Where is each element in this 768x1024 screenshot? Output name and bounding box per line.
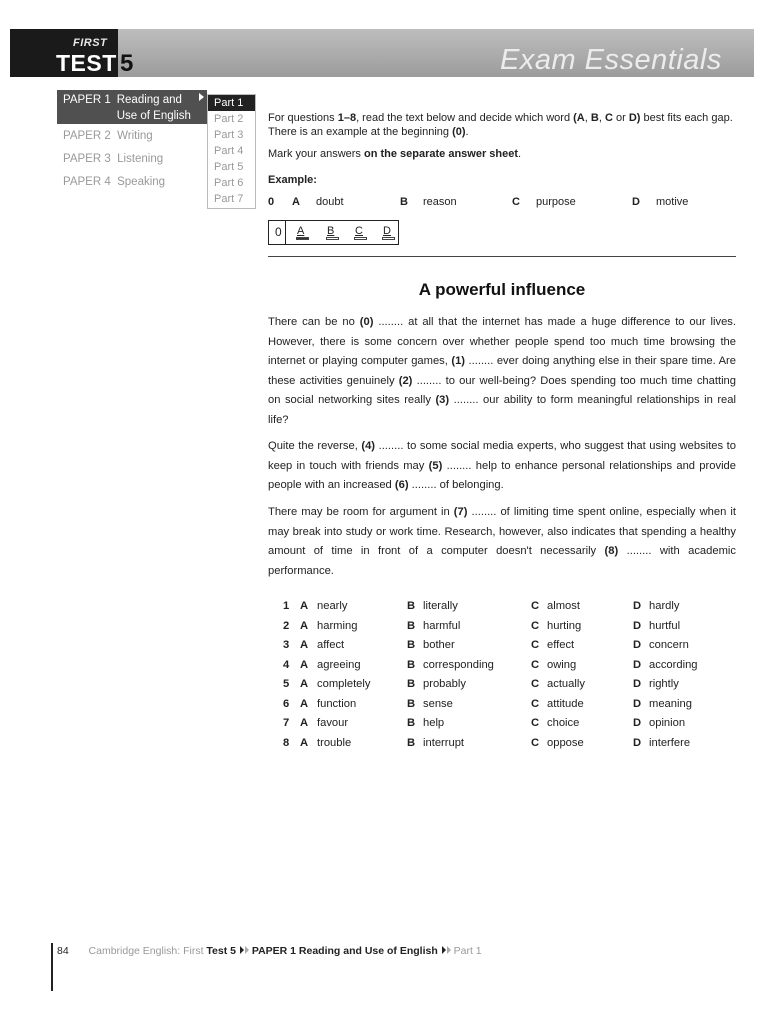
option-letter-d: D	[633, 736, 642, 749]
option-a: agreeing	[317, 658, 361, 671]
part-7[interactable]: Part 7	[214, 193, 244, 205]
footer	[57, 945, 482, 957]
question-number: 2	[283, 619, 290, 632]
nav-paper1-line2: Use of English	[116, 110, 191, 122]
option-letter-a: A	[300, 736, 309, 749]
option-c: almost	[547, 600, 580, 612]
answer-instruction	[268, 148, 521, 160]
answer-box-letter-c: C	[355, 225, 363, 237]
option-a: trouble	[317, 736, 352, 749]
option-letter-a: A	[300, 717, 309, 729]
part-2[interactable]: Part 2	[214, 113, 244, 125]
option-letter-b: B	[407, 717, 416, 729]
question-number: 8	[283, 736, 290, 749]
chevron-right-icon	[240, 946, 244, 954]
article-title: A powerful influence	[418, 280, 586, 299]
option-letter-d: D	[633, 600, 642, 612]
option-d: concern	[649, 639, 689, 651]
answer-box-letter-b: B	[327, 225, 335, 237]
option-letter-c: C	[531, 717, 540, 729]
answer-box-mark-b	[326, 237, 339, 240]
article-paragraph-2: Quite the reverse, (4) ........ to some social media experts, who suggest that using websites to keep in touch with friends may (5) ........ help to enhance personal relationships and provide people with an increased (6) ........ of belonging.	[268, 440, 737, 491]
part-6[interactable]: Part 6	[214, 177, 244, 189]
question-number: 4	[283, 658, 290, 671]
instructions-text	[268, 111, 738, 139]
option-b: sense	[423, 697, 453, 710]
option-letter-c: C	[531, 736, 540, 749]
option-a: nearly	[317, 600, 348, 612]
footer-part: Part 1	[453, 945, 482, 957]
option-letter-c: C	[531, 658, 540, 671]
parts-menu	[207, 94, 256, 209]
option-b: literally	[423, 600, 458, 612]
nav-paper1-number: PAPER 1	[63, 94, 111, 106]
nav-paper4[interactable]: PAPER 4 Speaking	[63, 176, 166, 188]
option-a: completely	[317, 678, 371, 690]
option-a: affect	[317, 639, 345, 651]
option-letter-c: C	[531, 697, 540, 710]
option-b: help	[423, 717, 445, 729]
option-letter-b: B	[407, 619, 416, 632]
option-a: favour	[317, 717, 349, 729]
page-number: 84	[57, 945, 69, 957]
answer-box-mark-a	[296, 237, 309, 240]
example-letter-c: C	[512, 196, 520, 208]
example-option-b: reason	[423, 196, 457, 208]
example-answer-box	[268, 220, 399, 245]
option-letter-c: C	[531, 639, 540, 651]
option-d: meaning	[649, 697, 692, 710]
option-letter-b: B	[407, 678, 416, 690]
option-c: oppose	[547, 736, 584, 749]
nav-paper1-line1: Reading and	[116, 94, 182, 106]
question-number: 5	[283, 678, 290, 690]
answer-box-number: 0	[275, 225, 282, 239]
option-c: actually	[547, 678, 585, 690]
example-number: 0	[268, 196, 275, 208]
part-5[interactable]: Part 5	[214, 161, 244, 173]
part-1[interactable]: Part 1	[208, 95, 255, 111]
chevron-right-icon	[447, 946, 451, 954]
option-d: hardly	[649, 600, 680, 612]
option-letter-c: C	[531, 600, 540, 612]
option-d: opinion	[649, 717, 686, 729]
test-label: TEST	[56, 50, 117, 76]
example-option-a: doubt	[316, 196, 344, 208]
option-letter-a: A	[300, 678, 309, 690]
option-letter-b: B	[407, 658, 416, 671]
option-d: according	[649, 658, 698, 671]
footer-bar	[51, 943, 53, 991]
option-c: hurting	[547, 619, 582, 632]
answer-instruction-post: .	[518, 148, 522, 160]
option-letter-a: A	[300, 658, 309, 671]
part-3[interactable]: Part 3	[214, 129, 244, 141]
example-letter-d: D	[632, 196, 640, 208]
option-letter-c: C	[531, 678, 540, 690]
example-option-c: purpose	[536, 196, 576, 208]
option-letter-b: B	[407, 600, 416, 612]
option-letter-d: D	[633, 678, 642, 690]
chevron-right-icon	[245, 946, 249, 954]
question-number: 1	[283, 600, 290, 612]
example-option-d: motive	[656, 196, 689, 208]
divider	[268, 256, 736, 257]
nav-paper1-title	[117, 92, 191, 124]
option-b: probably	[423, 678, 466, 690]
option-b: corresponding	[423, 658, 494, 671]
option-letter-b: B	[407, 736, 416, 749]
option-c: owing	[547, 658, 577, 671]
answer-box-letter-a: A	[297, 225, 305, 237]
option-letter-d: D	[633, 717, 642, 729]
brand-title: Exam Essentials	[500, 44, 722, 76]
footer-test: Test 5	[206, 945, 236, 957]
article-paragraph-3: There may be room for argument in (7) ........ of limiting time spent online, especially when it may break into study or work time. Research, however, also indicates that spending a healthy amount of time in front of a computer doesn't necessarily (8) ........ with academic performance.	[268, 506, 737, 577]
nav-paper3[interactable]: PAPER 3 Listening	[63, 153, 164, 165]
option-a: harming	[317, 619, 358, 632]
option-letter-b: B	[407, 697, 416, 710]
option-c: attitude	[547, 697, 584, 710]
question-number: 7	[283, 717, 290, 729]
test-number: 5	[120, 50, 134, 77]
nav-paper1[interactable]	[63, 92, 191, 124]
option-letter-c: C	[531, 619, 540, 632]
answer-box-divider	[285, 221, 286, 244]
answer-instruction-pre: Mark your answers	[268, 148, 364, 160]
option-letter-d: D	[633, 697, 642, 710]
question-number: 6	[283, 697, 290, 710]
option-b: bother	[423, 639, 455, 651]
option-letter-d: D	[633, 658, 642, 671]
option-letter-b: B	[407, 639, 416, 651]
option-letter-d: D	[633, 619, 642, 632]
chevron-right-icon	[442, 946, 446, 954]
answer-box-mark-d	[382, 237, 395, 240]
option-a: function	[317, 697, 357, 710]
answer-box-mark-c	[354, 237, 367, 240]
example-label: Example:	[268, 174, 317, 186]
option-b: harmful	[423, 619, 461, 632]
option-c: effect	[547, 639, 575, 651]
answer-instruction-bold: on the separate answer sheet	[363, 148, 519, 160]
example-letter-b: B	[400, 196, 408, 208]
footer-brand: Cambridge English: First	[88, 945, 204, 957]
first-label: FIRST	[73, 37, 108, 49]
option-c: choice	[547, 717, 580, 729]
article-paragraph-1: There can be no (0) ........ at all that the internet has made a huge difference to our lives. However, there is some concern over whether people spend too much time browsing the internet or playing computer games, (1) ........ ever doing anything else in their spare time. Are these activities genuinely (2) ........ to our well-being? Does spending too much time chatting on social networking sites really (3) ........ our ability to form meaningful relationships in real life?	[268, 316, 736, 426]
part-4[interactable]: Part 4	[214, 145, 244, 157]
option-letter-a: A	[300, 697, 309, 710]
option-letter-d: D	[633, 639, 642, 651]
footer-paper: PAPER 1	[251, 945, 296, 957]
example-letter-a: A	[292, 196, 300, 208]
option-d: interfere	[649, 736, 691, 749]
option-d: rightly	[649, 678, 679, 690]
option-letter-a: A	[300, 619, 309, 632]
answer-box-letter-d: D	[383, 225, 391, 237]
option-b: interrupt	[423, 736, 465, 749]
option-letter-a: A	[300, 600, 309, 612]
nav-paper2[interactable]: PAPER 2 Writing	[63, 130, 153, 142]
option-letter-a: A	[300, 639, 309, 651]
expand-arrow-icon	[199, 93, 204, 101]
option-d: hurtful	[649, 619, 681, 632]
instructions-line1: For questions 1–8, read the text below and decide which word (A, B, C or D) best fits each gap. There is an example at the beginning (0).	[268, 112, 733, 138]
footer-paper-name: Reading and Use of English	[298, 945, 438, 957]
question-number: 3	[283, 639, 290, 651]
